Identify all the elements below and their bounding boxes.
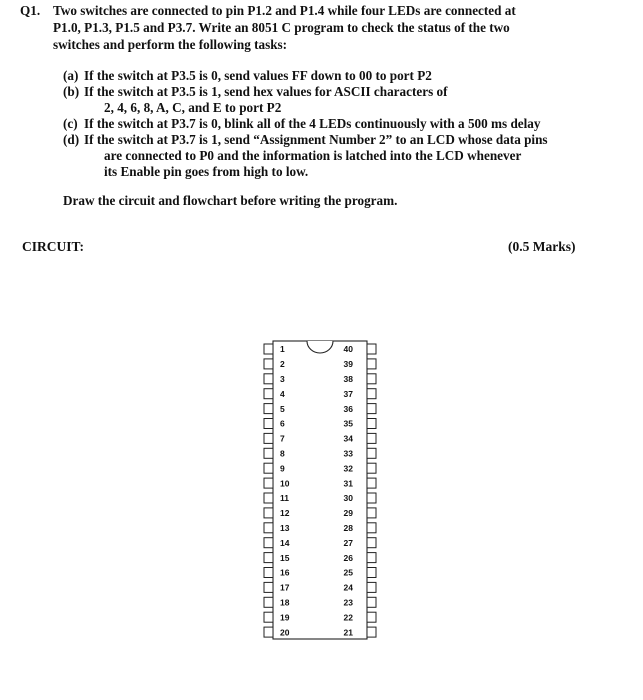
- intro-line: P1.0, P1.3, P1.5 and P3.7. Write an 8051 C program to check the status of the two: [53, 20, 510, 35]
- left-pin: [264, 612, 273, 622]
- left-pin-number: 15: [280, 552, 290, 563]
- right-pin-number: 22: [343, 612, 353, 623]
- left-pin: [264, 433, 273, 443]
- left-pin-number: 14: [280, 537, 290, 548]
- right-pin-number: 38: [343, 374, 353, 384]
- right-pin: [367, 433, 376, 443]
- task-text: 2, 4, 6, 8, A, C, and E to port P2: [104, 100, 282, 115]
- right-pin-number: 23: [343, 597, 353, 608]
- left-pin-number: 5: [280, 403, 285, 414]
- left-pin-number: 8: [280, 448, 285, 459]
- left-pin: [264, 627, 273, 637]
- task-label: (a): [63, 68, 79, 83]
- left-pin: [264, 597, 273, 607]
- left-pin-number: 20: [280, 627, 290, 638]
- left-pin: [264, 344, 273, 354]
- left-pin-number: 10: [280, 478, 290, 489]
- right-pin-number: 24: [343, 582, 353, 593]
- left-pin-number: 19: [280, 612, 290, 623]
- right-pin-number: 31: [343, 478, 353, 489]
- right-pin-number: 39: [343, 359, 353, 370]
- right-pin: [367, 389, 376, 399]
- right-pin: [367, 478, 376, 488]
- closing-instruction: Draw the circuit and flowchart before writing the program.: [63, 193, 398, 208]
- right-pin-number: 21: [343, 627, 353, 638]
- left-pin: [264, 359, 273, 369]
- right-pin: [367, 374, 376, 384]
- right-pin-number: 29: [343, 508, 353, 519]
- left-pin: [264, 493, 273, 503]
- task-label: (d): [63, 132, 80, 147]
- left-pin: [264, 448, 273, 458]
- right-pin: [367, 612, 376, 622]
- left-pin-number: 16: [280, 567, 290, 578]
- task-text: are connected to P0 and the information is latched into the LCD whenever: [104, 148, 522, 163]
- right-pin-number: 37: [343, 388, 353, 399]
- circuit-heading: CIRCUIT:: [22, 239, 85, 254]
- question-number: Q1.: [20, 3, 41, 18]
- right-pin: [367, 448, 376, 458]
- right-pin-number: 30: [343, 493, 353, 504]
- left-pin: [264, 404, 273, 414]
- right-pin: [367, 419, 376, 429]
- right-pin-number: 40: [343, 344, 353, 355]
- left-pin-number: 3: [280, 374, 285, 384]
- right-pin: [367, 568, 376, 578]
- right-pin: [367, 538, 376, 548]
- left-pin-number: 4: [280, 388, 285, 399]
- left-pin: [264, 508, 273, 518]
- right-pin: [367, 359, 376, 369]
- left-pin: [264, 389, 273, 399]
- right-pin: [367, 553, 376, 563]
- task-label: (b): [63, 84, 80, 99]
- left-pin-number: 18: [280, 597, 290, 608]
- left-pin: [264, 568, 273, 578]
- right-pin-number: 34: [343, 433, 353, 444]
- left-pin: [264, 553, 273, 563]
- task-label: (c): [63, 116, 78, 131]
- task-text: If the switch at P3.7 is 1, send “Assignment Number 2” to an LCD whose data pins: [84, 132, 548, 147]
- left-pin-number: 11: [280, 493, 289, 504]
- right-pin-number: 33: [343, 448, 353, 459]
- right-pin: [367, 344, 376, 354]
- right-pin-number: 35: [343, 418, 353, 429]
- left-pin-number: 2: [280, 359, 285, 370]
- left-pin-number: 7: [280, 433, 285, 444]
- left-pin: [264, 582, 273, 592]
- intro-line: switches and perform the following tasks:: [53, 37, 288, 52]
- left-pin-number: 6: [280, 418, 285, 429]
- intro-line: Two switches are connected to pin P1.2 and P1.4 while four LEDs are connected at: [53, 3, 516, 18]
- right-pin-number: 28: [343, 523, 353, 533]
- chip-body: [273, 341, 367, 639]
- task-text: If the switch at P3.5 is 0, send values FF down to 00 to port P2: [84, 68, 432, 83]
- left-pin: [264, 523, 273, 533]
- left-pin: [264, 478, 273, 488]
- left-pin-number: 12: [280, 508, 290, 519]
- right-pin: [367, 523, 376, 533]
- right-pin: [367, 597, 376, 607]
- task-text: If the switch at P3.7 is 0, blink all of the 4 LEDs continuously with a 500 ms delay: [84, 116, 541, 131]
- task-text: its Enable pin goes from high to low.: [104, 164, 309, 179]
- right-pin: [367, 627, 376, 637]
- left-pin: [264, 463, 273, 473]
- right-pin-number: 25: [343, 567, 353, 578]
- right-pin-number: 26: [343, 552, 353, 563]
- right-pin-number: 36: [343, 403, 353, 414]
- marks-label: (0.5 Marks): [508, 239, 576, 254]
- dip40-chip: [255, 335, 385, 645]
- right-pin: [367, 404, 376, 414]
- task-text: If the switch at P3.5 is 1, send hex values for ASCII characters of: [84, 84, 448, 99]
- left-pin: [264, 374, 273, 384]
- right-pin-number: 27: [343, 537, 353, 548]
- right-pin: [367, 582, 376, 592]
- left-pin-number: 17: [280, 582, 290, 593]
- left-pin-number: 13: [280, 523, 290, 533]
- left-pin: [264, 538, 273, 548]
- right-pin: [367, 463, 376, 473]
- left-pin-number: 9: [280, 463, 285, 474]
- left-pin: [264, 419, 273, 429]
- left-pin-number: 1: [280, 344, 285, 355]
- right-pin: [367, 508, 376, 518]
- right-pin: [367, 493, 376, 503]
- right-pin-number: 32: [343, 463, 353, 474]
